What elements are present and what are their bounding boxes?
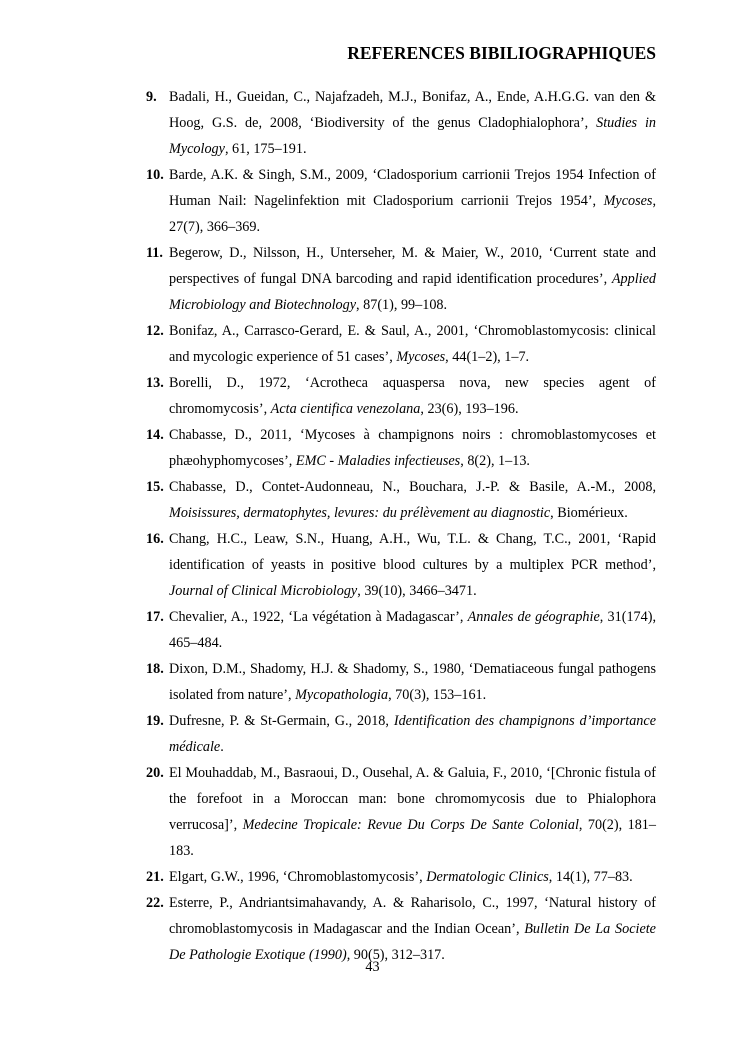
reference-number: 21. (146, 869, 164, 885)
reference-number: 15. (146, 479, 164, 495)
reference-text: Begerow, D., Nilsson, H., Unterseher, M. & Maier, W., 2010, ‘Current state and perspectives of fungal DNA barcoding and rapid identification procedures’, (169, 245, 656, 287)
reference-item (146, 474, 656, 526)
reference-text: , 61, 175–191. (224, 141, 307, 157)
reference-text: , 44(1–2), 1–7. (445, 349, 530, 365)
reference-text: Barde, A.K. & Singh, S.M., 2009, ‘Cladosporium carrionii Trejos 1954 Infection of Human Nail: Nagelinfektion mit Cladosporium carrionii Trejos 1954’, (169, 167, 656, 209)
reference-source-italic: Bulletin De La Societe De Pathologie Exotique (1990) (169, 921, 656, 963)
reference-source-italic: Mycopathologia (295, 687, 389, 703)
reference-source-italic: Dermatologic Clinics (426, 869, 549, 885)
reference-item (146, 760, 656, 864)
reference-item (146, 370, 656, 422)
reference-text: , 90(5), 312–317. (346, 947, 445, 963)
reference-number: 18. (146, 661, 164, 677)
reference-text: , 70(3), 153–161. (388, 687, 487, 703)
reference-text: Borelli, D., 1972, ‘Acrotheca aquaspersa nova, new species agent of chromomycosis’, (169, 375, 656, 417)
reference-item (146, 318, 656, 370)
reference-text: , Biomérieux. (550, 505, 628, 521)
reference-text: Chevalier, A., 1922, ‘La végétation à Madagascar’, (169, 609, 468, 625)
reference-source-italic: Medecine Tropicale: Revue Du Corps De Sante Colonial (242, 817, 579, 833)
reference-number: 19. (146, 713, 164, 729)
reference-text: Elgart, G.W., 1996, ‘Chromoblastomycosis’, (169, 869, 427, 885)
reference-text: , 27(7), 366–369. (169, 193, 656, 235)
reference-item (146, 604, 656, 656)
reference-item (146, 890, 656, 968)
reference-item (146, 708, 656, 760)
page-number: 43 (365, 959, 380, 975)
reference-text: El Mouhaddab, M., Basraoui, D., Ousehal, A. & Galuia, F., 2010, ‘[Chronic fistula of the forefoot in a Moroccan man: bone chromomycosis due to Phialophora verrucosa]’, (169, 765, 656, 833)
reference-source-italic: EMC - Maladies infectieuses (295, 453, 461, 469)
reference-source-italic: Journal of Clinical Microbiology (169, 583, 358, 599)
reference-text: Dixon, D.M., Shadomy, H.J. & Shadomy, S., 1980, ‘Dematiaceous fungal pathogens isolated from nature’, (169, 661, 656, 703)
reference-text: , 23(6), 193–196. (420, 401, 519, 417)
reference-item (146, 864, 656, 890)
reference-source-italic: Identification des champignons d’importance médicale (169, 713, 656, 755)
reference-text: , 14(1), 77–83. (548, 869, 633, 885)
reference-number: 10. (146, 167, 164, 183)
reference-text: , 31(174), 465–484. (169, 609, 657, 651)
reference-item (146, 84, 656, 162)
reference-item (146, 162, 656, 240)
reference-source-italic: Acta cientifica venezolana (270, 401, 421, 417)
reference-item (146, 422, 656, 474)
reference-item (146, 240, 656, 318)
reference-source-italic: Mycoses (603, 193, 653, 209)
reference-list (146, 84, 656, 968)
reference-source-italic: Studies in Mycology (169, 115, 656, 157)
reference-text: Chabasse, D., 2011, ‘Mycoses à champignons noirs : chromoblastomycoses et phæohyphomycoses’, (169, 427, 656, 469)
reference-number: 14. (146, 427, 164, 443)
reference-number: 13. (146, 375, 164, 391)
reference-text: , 8(2), 1–13. (460, 453, 530, 469)
reference-source-italic: Applied Microbiology and Biotechnology (169, 271, 656, 313)
reference-text: Esterre, P., Andriantsimahavandy, A. & Raharisolo, C., 1997, ‘Natural history of chromoblastomycosis in Madagascar and the Indian Ocean’, (169, 895, 656, 937)
reference-text: Bonifaz, A., Carrasco-Gerard, E. & Saul, A., 2001, ‘Chromoblastomycosis: clinical and mycologic experience of 51 cases’, (169, 323, 656, 365)
reference-text: , 70(2), 181–183. (169, 817, 656, 859)
reference-number: 22. (146, 895, 164, 911)
reference-text: . (220, 739, 224, 755)
reference-number: 9. (146, 89, 157, 105)
reference-source-italic: Mycoses (396, 349, 446, 365)
reference-text: Dufresne, P. & St-Germain, G., 2018, (169, 713, 394, 729)
reference-number: 12. (146, 323, 164, 339)
reference-item (146, 526, 656, 604)
reference-text: Chabasse, D., Contet-Audonneau, N., Bouchara, J.-P. & Basile, A.-M., 2008, (169, 479, 656, 495)
reference-number: 20. (146, 765, 164, 781)
reference-text: , 39(10), 3466–3471. (357, 583, 477, 599)
reference-text: Chang, H.C., Leaw, S.N., Huang, A.H., Wu, T.L. & Chang, T.C., 2001, ‘Rapid identification of yeasts in positive blood cultures by a multiplex PCR method’, (169, 531, 656, 573)
reference-item (146, 656, 656, 708)
reference-number: 17. (146, 609, 164, 625)
reference-text: , 87(1), 99–108. (356, 297, 448, 313)
reference-source-italic: Annales de géographie (467, 609, 600, 625)
reference-number: 16. (146, 531, 164, 547)
reference-text: Badali, H., Gueidan, C., Najafzadeh, M.J., Bonifaz, A., Ende, A.H.G.G. van den & Hoog, G.S. de, 2008, ‘Biodiversity of the genus Cladophialophora’, (169, 89, 656, 131)
page-header-title: REFERENCES BIBILIOGRAPHIQUES (347, 43, 656, 63)
reference-number: 11. (146, 245, 163, 261)
reference-source-italic: Moisissures, dermatophytes, levures: du prélèvement au diagnostic (169, 505, 551, 521)
